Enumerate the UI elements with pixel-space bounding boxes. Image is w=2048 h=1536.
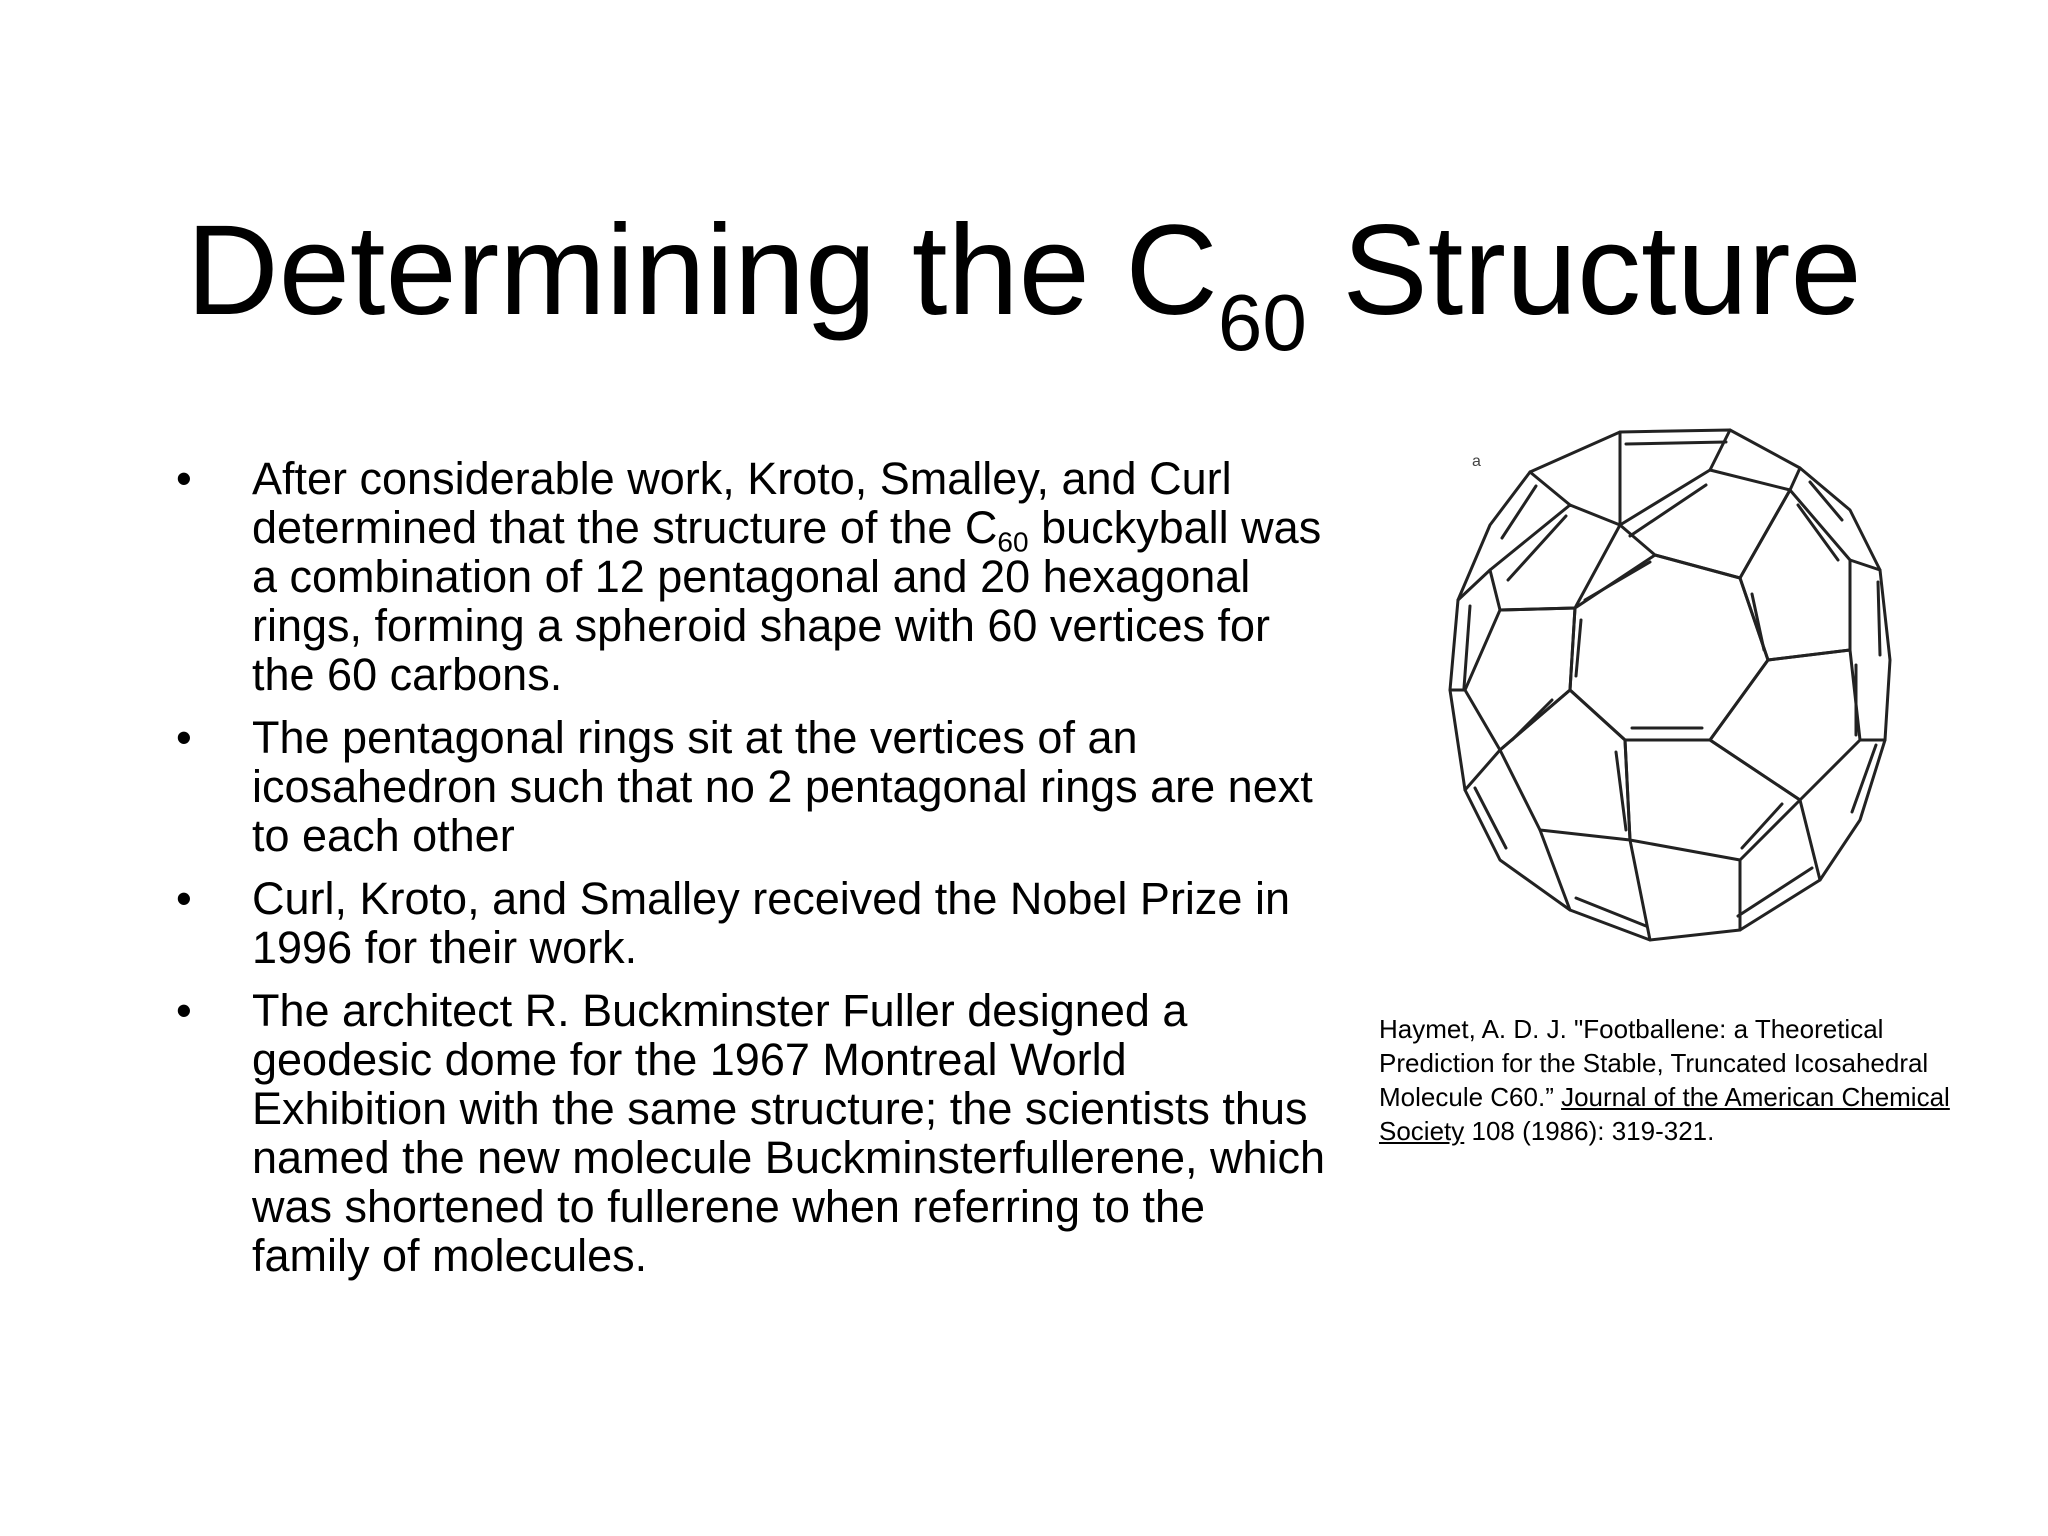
inner-double-bonds <box>1508 485 1856 848</box>
bottom-pentagon <box>1625 740 1800 860</box>
left-pentagon <box>1465 608 1575 750</box>
citation-text-continued: 108 (1986): 319-321. <box>1464 1116 1715 1146</box>
central-hexagon <box>1570 555 1768 740</box>
buckyball-figure <box>1380 410 1980 970</box>
bullet-text: The architect R. Buckminster Fuller designed a geodesic dome for the 1967 Montreal World Exhibition with the same structure; the scientists thus named the new molecule Buckminsterfullerene, which was shortened to fullerene when referring to the family of molecules. <box>252 985 1326 1281</box>
bullet-list <box>176 454 1326 1294</box>
bullet-marker: • <box>176 873 192 924</box>
buckyball-diagram <box>1380 410 1980 970</box>
bullet-item <box>176 986 1326 1280</box>
citation-journal-link[interactable]: Journal of the American Chemical Society <box>1379 1082 1950 1146</box>
bullet-marker: • <box>176 712 192 763</box>
title-subscript: 60 <box>1217 278 1307 367</box>
bullet-text: Curl, Kroto, and Smalley received the Nobel Prize in 1996 for their work. <box>252 873 1290 973</box>
bullet-item <box>176 454 1326 699</box>
bullet-text: After considerable work, Kroto, Smalley, and Curl determined that the structure of the C <box>252 453 1232 553</box>
outer-double-bonds <box>1464 442 1880 926</box>
bullet-marker: • <box>176 453 192 504</box>
upper-left-pentagon <box>1490 505 1620 610</box>
bullet-item <box>176 874 1326 972</box>
bullet-text: The pentagonal rings sit at the vertices of an icosahedron such that no 2 pentagonal rings are next to each other <box>252 712 1313 861</box>
bullet-subscript: 60 <box>997 526 1029 558</box>
buckyball-edges <box>1450 430 1890 940</box>
title-prefix: Determining the C <box>186 199 1218 342</box>
lower-left-pentagon <box>1500 690 1630 840</box>
title-suffix: Structure <box>1306 199 1862 342</box>
slide-title <box>0 196 2048 367</box>
lower-right-pentagon <box>1710 650 1860 800</box>
bullet-item <box>176 713 1326 860</box>
connecting-edges <box>1450 430 1885 940</box>
citation <box>1379 1012 1979 1148</box>
outer-outline <box>1450 430 1890 940</box>
figure-label: a <box>1472 453 1481 470</box>
bullet-marker: • <box>176 985 192 1036</box>
bullet-text-continued: buckyball was a combination of 12 pentagonal and 20 hexagonal rings, forming a spheroid shape with 60 vertices for the 60 carbons. <box>252 502 1322 700</box>
right-pentagon <box>1740 490 1850 660</box>
citation-text: Haymet, A. D. J. "Footballene: a Theoretical Prediction for the Stable, Truncated Icosahedral Molecule C60.” <box>1379 1014 1929 1112</box>
